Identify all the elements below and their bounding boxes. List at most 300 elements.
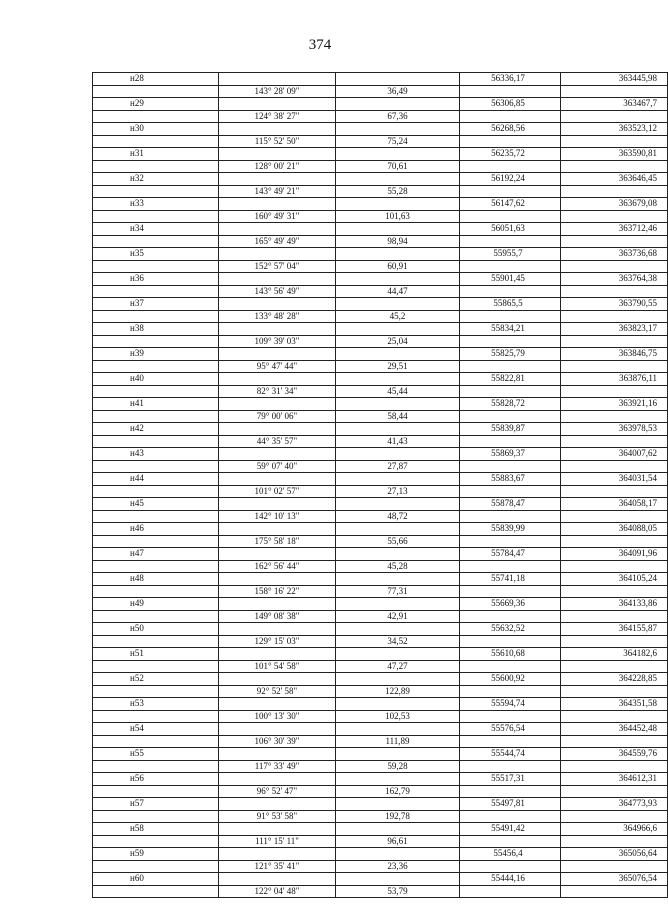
point-name: н35	[93, 248, 219, 261]
empty-cell	[336, 698, 460, 711]
segment-length: 58,44	[336, 410, 460, 423]
empty-cell	[93, 810, 219, 823]
empty-cell	[219, 273, 336, 286]
point-row	[93, 823, 668, 836]
y-coordinate: 364182,6	[561, 648, 668, 661]
segment-row	[93, 335, 668, 348]
point-name: н31	[93, 148, 219, 161]
empty-cell	[219, 773, 336, 786]
empty-cell	[336, 323, 460, 336]
point-row	[93, 873, 668, 886]
y-coordinate: 363921,16	[561, 398, 668, 411]
empty-cell	[93, 635, 219, 648]
empty-cell	[561, 610, 668, 623]
segment-length: 45,44	[336, 385, 460, 398]
point-row	[93, 848, 668, 861]
empty-cell	[93, 760, 219, 773]
empty-cell	[336, 523, 460, 536]
segment-row	[93, 485, 668, 498]
segment-length: 75,24	[336, 135, 460, 148]
empty-cell	[336, 98, 460, 111]
empty-cell	[561, 260, 668, 273]
x-coordinate: 55784,47	[460, 548, 561, 561]
segment-row	[93, 260, 668, 273]
direction-angle: 158° 16' 22"	[219, 585, 336, 598]
empty-cell	[93, 135, 219, 148]
empty-cell	[561, 535, 668, 548]
direction-angle: 106° 30' 39"	[219, 735, 336, 748]
segment-row	[93, 160, 668, 173]
x-coordinate: 56336,17	[460, 73, 561, 86]
point-name: н34	[93, 223, 219, 236]
segment-length: 27,87	[336, 460, 460, 473]
empty-cell	[460, 510, 561, 523]
empty-cell	[561, 360, 668, 373]
x-coordinate: 55825,79	[460, 348, 561, 361]
x-coordinate: 55741,18	[460, 573, 561, 586]
direction-angle: 128° 00' 21"	[219, 160, 336, 173]
empty-cell	[336, 173, 460, 186]
segment-row	[93, 560, 668, 573]
segment-length: 25,04	[336, 335, 460, 348]
y-coordinate: 363736,68	[561, 248, 668, 261]
empty-cell	[460, 710, 561, 723]
point-row	[93, 148, 668, 161]
empty-cell	[460, 685, 561, 698]
empty-cell	[219, 298, 336, 311]
segment-length: 96,61	[336, 835, 460, 848]
empty-cell	[460, 485, 561, 498]
point-row	[93, 123, 668, 136]
empty-cell	[93, 110, 219, 123]
point-row	[93, 173, 668, 186]
empty-cell	[219, 873, 336, 886]
empty-cell	[336, 73, 460, 86]
segment-row	[93, 435, 668, 448]
segment-length: 44,47	[336, 285, 460, 298]
empty-cell	[93, 260, 219, 273]
segment-row	[93, 710, 668, 723]
empty-cell	[460, 85, 561, 98]
x-coordinate: 56147,62	[460, 198, 561, 211]
empty-cell	[561, 560, 668, 573]
segment-length: 102,53	[336, 710, 460, 723]
empty-cell	[561, 310, 668, 323]
point-name: н40	[93, 373, 219, 386]
segment-length: 45,28	[336, 560, 460, 573]
y-coordinate: 363467,7	[561, 98, 668, 111]
y-coordinate: 363712,46	[561, 223, 668, 236]
direction-angle: 152° 57' 04"	[219, 260, 336, 273]
direction-angle: 59° 07' 40"	[219, 460, 336, 473]
segment-length: 29,51	[336, 360, 460, 373]
empty-cell	[219, 723, 336, 736]
empty-cell	[561, 210, 668, 223]
direction-angle: 91° 53' 58"	[219, 810, 336, 823]
empty-cell	[93, 585, 219, 598]
segment-row	[93, 385, 668, 398]
empty-cell	[561, 785, 668, 798]
empty-cell	[219, 823, 336, 836]
segment-length: 47,27	[336, 660, 460, 673]
empty-cell	[460, 735, 561, 748]
direction-angle: 143° 49' 21"	[219, 185, 336, 198]
empty-cell	[336, 673, 460, 686]
empty-cell	[336, 548, 460, 561]
empty-cell	[561, 760, 668, 773]
point-row	[93, 198, 668, 211]
segment-row	[93, 135, 668, 148]
empty-cell	[336, 598, 460, 611]
segment-row	[93, 585, 668, 598]
point-name: н53	[93, 698, 219, 711]
segment-length: 101,63	[336, 210, 460, 223]
empty-cell	[93, 660, 219, 673]
segment-row	[93, 235, 668, 248]
point-row	[93, 798, 668, 811]
empty-cell	[219, 348, 336, 361]
direction-angle: 115° 52' 50"	[219, 135, 336, 148]
y-coordinate: 363823,17	[561, 323, 668, 336]
empty-cell	[336, 298, 460, 311]
empty-cell	[561, 885, 668, 898]
empty-cell	[93, 235, 219, 248]
point-row	[93, 473, 668, 486]
x-coordinate: 55828,72	[460, 398, 561, 411]
point-name: н47	[93, 548, 219, 561]
point-row	[93, 448, 668, 461]
empty-cell	[336, 798, 460, 811]
segment-length: 60,91	[336, 260, 460, 273]
x-coordinate: 55865,5	[460, 298, 561, 311]
empty-cell	[336, 748, 460, 761]
point-name: н46	[93, 523, 219, 536]
segment-length: 55,66	[336, 535, 460, 548]
segment-row	[93, 610, 668, 623]
empty-cell	[460, 660, 561, 673]
empty-cell	[219, 698, 336, 711]
empty-cell	[561, 510, 668, 523]
direction-angle: 124° 38' 27"	[219, 110, 336, 123]
empty-cell	[219, 748, 336, 761]
empty-cell	[561, 85, 668, 98]
point-name: н36	[93, 273, 219, 286]
segment-row	[93, 635, 668, 648]
segment-row	[93, 185, 668, 198]
direction-angle: 121° 35' 41"	[219, 860, 336, 873]
empty-cell	[219, 548, 336, 561]
x-coordinate: 55600,92	[460, 673, 561, 686]
empty-cell	[93, 460, 219, 473]
empty-cell	[336, 223, 460, 236]
segment-length: 192,78	[336, 810, 460, 823]
empty-cell	[561, 185, 668, 198]
y-coordinate: 364031,54	[561, 473, 668, 486]
empty-cell	[219, 148, 336, 161]
point-row	[93, 598, 668, 611]
point-name: н32	[93, 173, 219, 186]
empty-cell	[336, 773, 460, 786]
empty-cell	[460, 285, 561, 298]
page-number: 374	[308, 37, 332, 53]
empty-cell	[561, 285, 668, 298]
y-coordinate: 363876,11	[561, 373, 668, 386]
segment-length: 48,72	[336, 510, 460, 523]
segment-length: 23,36	[336, 860, 460, 873]
point-name: н55	[93, 748, 219, 761]
point-name: н28	[93, 73, 219, 86]
empty-cell	[219, 248, 336, 261]
x-coordinate: 55883,67	[460, 473, 561, 486]
empty-cell	[460, 835, 561, 848]
empty-cell	[336, 123, 460, 136]
empty-cell	[336, 423, 460, 436]
x-coordinate: 55444,16	[460, 873, 561, 886]
empty-cell	[336, 398, 460, 411]
segment-row	[93, 310, 668, 323]
y-coordinate: 364452,48	[561, 723, 668, 736]
x-coordinate: 55822,81	[460, 373, 561, 386]
y-coordinate: 364105,24	[561, 573, 668, 586]
empty-cell	[561, 835, 668, 848]
empty-cell	[460, 435, 561, 448]
direction-angle: 129° 15' 03"	[219, 635, 336, 648]
point-name: н45	[93, 498, 219, 511]
empty-cell	[336, 273, 460, 286]
x-coordinate: 56051,63	[460, 223, 561, 236]
empty-cell	[460, 385, 561, 398]
coordinates-table-body	[93, 73, 668, 898]
empty-cell	[460, 185, 561, 198]
point-name: н48	[93, 573, 219, 586]
direction-angle: 79° 00' 06"	[219, 410, 336, 423]
empty-cell	[219, 398, 336, 411]
empty-cell	[219, 373, 336, 386]
empty-cell	[93, 860, 219, 873]
segment-length: 162,79	[336, 785, 460, 798]
empty-cell	[219, 123, 336, 136]
empty-cell	[460, 235, 561, 248]
empty-cell	[561, 385, 668, 398]
empty-cell	[460, 810, 561, 823]
point-row	[93, 348, 668, 361]
point-row	[93, 623, 668, 636]
point-name: н29	[93, 98, 219, 111]
empty-cell	[561, 335, 668, 348]
empty-cell	[93, 385, 219, 398]
empty-cell	[460, 885, 561, 898]
empty-cell	[93, 160, 219, 173]
point-name: н57	[93, 798, 219, 811]
y-coordinate: 364091,96	[561, 548, 668, 561]
empty-cell	[219, 198, 336, 211]
segment-length: 34,52	[336, 635, 460, 648]
empty-cell	[93, 710, 219, 723]
empty-cell	[460, 635, 561, 648]
segment-length: 111,89	[336, 735, 460, 748]
x-coordinate: 55955,7	[460, 248, 561, 261]
segment-row	[93, 835, 668, 848]
point-row	[93, 748, 668, 761]
y-coordinate: 364007,62	[561, 448, 668, 461]
segment-length: 45,2	[336, 310, 460, 323]
point-name: н58	[93, 823, 219, 836]
point-name: н52	[93, 673, 219, 686]
direction-angle: 122° 04' 48"	[219, 885, 336, 898]
point-row	[93, 573, 668, 586]
x-coordinate: 55610,68	[460, 648, 561, 661]
direction-angle: 44° 35' 57"	[219, 435, 336, 448]
x-coordinate: 55517,31	[460, 773, 561, 786]
empty-cell	[93, 360, 219, 373]
point-name: н59	[93, 848, 219, 861]
y-coordinate: 364133,86	[561, 598, 668, 611]
point-row	[93, 698, 668, 711]
empty-cell	[460, 360, 561, 373]
x-coordinate: 56192,24	[460, 173, 561, 186]
empty-cell	[460, 135, 561, 148]
point-row	[93, 423, 668, 436]
segment-length: 98,94	[336, 235, 460, 248]
empty-cell	[93, 685, 219, 698]
direction-angle: 143° 28' 09"	[219, 85, 336, 98]
x-coordinate: 56268,56	[460, 123, 561, 136]
empty-cell	[93, 85, 219, 98]
y-coordinate: 364559,76	[561, 748, 668, 761]
empty-cell	[460, 310, 561, 323]
empty-cell	[561, 135, 668, 148]
segment-row	[93, 660, 668, 673]
empty-cell	[561, 710, 668, 723]
empty-cell	[93, 610, 219, 623]
empty-cell	[561, 410, 668, 423]
direction-angle: 109° 39' 03"	[219, 335, 336, 348]
empty-cell	[93, 285, 219, 298]
point-name: н39	[93, 348, 219, 361]
x-coordinate: 55878,47	[460, 498, 561, 511]
direction-angle: 96° 52' 47"	[219, 785, 336, 798]
point-row	[93, 498, 668, 511]
y-coordinate: 363590,81	[561, 148, 668, 161]
empty-cell	[219, 423, 336, 436]
point-name: н44	[93, 473, 219, 486]
empty-cell	[336, 198, 460, 211]
direction-angle: 111° 15' 11"	[219, 835, 336, 848]
empty-cell	[93, 885, 219, 898]
direction-angle: 92° 52' 58"	[219, 685, 336, 698]
x-coordinate: 55576,54	[460, 723, 561, 736]
point-row	[93, 548, 668, 561]
point-name: н41	[93, 398, 219, 411]
empty-cell	[336, 248, 460, 261]
segment-length: 59,28	[336, 760, 460, 773]
point-name: н50	[93, 623, 219, 636]
point-name: н42	[93, 423, 219, 436]
empty-cell	[336, 873, 460, 886]
segment-length: 122,89	[336, 685, 460, 698]
empty-cell	[219, 573, 336, 586]
point-name: н33	[93, 198, 219, 211]
y-coordinate: 364966,6	[561, 823, 668, 836]
direction-angle: 95° 47' 44"	[219, 360, 336, 373]
y-coordinate: 363523,12	[561, 123, 668, 136]
empty-cell	[336, 823, 460, 836]
x-coordinate: 56235,72	[460, 148, 561, 161]
point-row	[93, 248, 668, 261]
segment-row	[93, 860, 668, 873]
empty-cell	[219, 173, 336, 186]
point-row	[93, 298, 668, 311]
direction-angle: 100° 13' 30"	[219, 710, 336, 723]
direction-angle: 175° 58' 18"	[219, 535, 336, 548]
direction-angle: 160° 49' 31"	[219, 210, 336, 223]
segment-length: 53,79	[336, 885, 460, 898]
y-coordinate: 363846,75	[561, 348, 668, 361]
empty-cell	[561, 435, 668, 448]
point-name: н54	[93, 723, 219, 736]
segment-length: 67,36	[336, 110, 460, 123]
segment-row	[93, 810, 668, 823]
x-coordinate: 55632,52	[460, 623, 561, 636]
x-coordinate: 55594,74	[460, 698, 561, 711]
y-coordinate: 365076,54	[561, 873, 668, 886]
point-name: н37	[93, 298, 219, 311]
point-name: н38	[93, 323, 219, 336]
segment-row	[93, 85, 668, 98]
empty-cell	[561, 585, 668, 598]
point-row	[93, 73, 668, 86]
segment-row	[93, 735, 668, 748]
empty-cell	[460, 785, 561, 798]
direction-angle: 162° 56' 44"	[219, 560, 336, 573]
segment-row	[93, 460, 668, 473]
empty-cell	[460, 110, 561, 123]
point-name: н30	[93, 123, 219, 136]
empty-cell	[219, 623, 336, 636]
empty-cell	[460, 460, 561, 473]
direction-angle: 117° 33' 49"	[219, 760, 336, 773]
empty-cell	[336, 723, 460, 736]
segment-length: 55,28	[336, 185, 460, 198]
empty-cell	[219, 473, 336, 486]
empty-cell	[561, 635, 668, 648]
point-name: н51	[93, 648, 219, 661]
empty-cell	[460, 860, 561, 873]
empty-cell	[93, 735, 219, 748]
segment-row	[93, 285, 668, 298]
y-coordinate: 364773,93	[561, 798, 668, 811]
empty-cell	[561, 685, 668, 698]
segment-row	[93, 685, 668, 698]
empty-cell	[460, 260, 561, 273]
empty-cell	[93, 510, 219, 523]
point-name: н43	[93, 448, 219, 461]
empty-cell	[561, 110, 668, 123]
coordinates-table	[92, 72, 668, 898]
x-coordinate: 55497,81	[460, 798, 561, 811]
segment-row	[93, 360, 668, 373]
segment-row	[93, 510, 668, 523]
point-row	[93, 398, 668, 411]
segment-row	[93, 410, 668, 423]
point-row	[93, 223, 668, 236]
y-coordinate: 365056,64	[561, 848, 668, 861]
empty-cell	[336, 473, 460, 486]
empty-cell	[561, 235, 668, 248]
empty-cell	[336, 348, 460, 361]
empty-cell	[219, 673, 336, 686]
direction-angle: 165° 49' 49"	[219, 235, 336, 248]
